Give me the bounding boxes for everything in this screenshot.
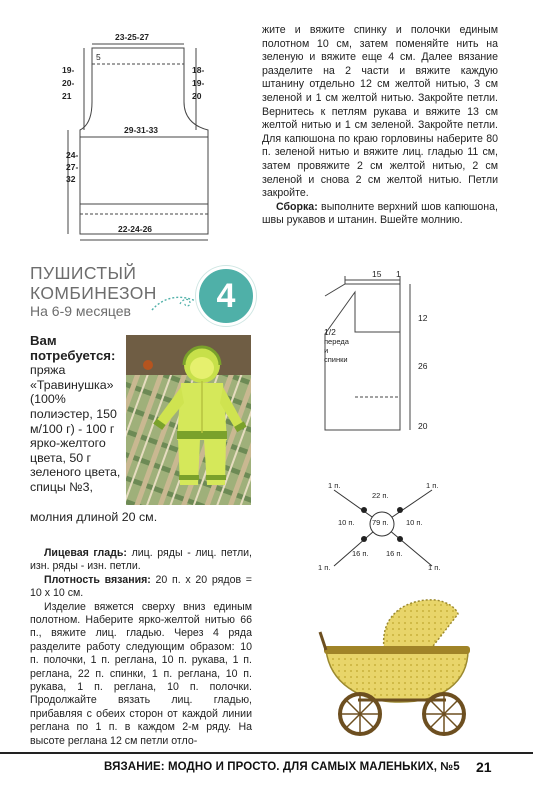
pants-left-lower-3: 32 [66,174,76,184]
pants-right-upper-3: 20 [192,91,202,101]
pants-waist-band: 5 [96,52,101,62]
title-line-1: ПУШИСТЫЙ [30,263,137,283]
materials-heading: Вам потребуется: [30,333,116,363]
pants-right-upper-1: 18- [192,65,205,75]
raglan-right: 10 п. [406,518,423,527]
stitch-paragraph [30,547,252,574]
right-column-text [262,24,498,228]
pants-left-upper-2: 20- [62,78,75,88]
piece-label-1: 1/2 [324,327,336,337]
assembly-paragraph [262,201,498,228]
paragraph: жите и вяжите спинку и полочки единым полотном 10 см, затем поменяйте нить на зеленую и вяжите еще 4 см. Далее вязание разделите на 2 части и вяжите каждую штанину отдельно 12 см желтой нитью, 3 см зеленой и 1 см желтой нитью. Закройте петли. Вернитесь к петлям рукава и вяжите 13 см желтой нитью и 1 см зеленой. Закройте петли. Для капюшона по краю горловины наберите 80 п. зеленой нитью и вяжите лиц. гладью 11 см, затем провяжите 2 см желтой нитью, 2 см зеленой и снова 2 см желтой нитью. Петли закройте. [262,24,498,200]
pattern-number-badge: 4 [196,266,256,326]
body-side-2: 26 [418,361,428,371]
pants-left-upper-1: 19- [62,65,75,75]
raglan-center: 79 п. [372,518,389,527]
pants-mid-width: 29-31-33 [124,125,159,135]
pants-left-lower-1: 24- [66,150,79,160]
jumpsuit-photo [126,335,251,505]
body-top-b: 1 [396,269,401,279]
body-paragraph: Изделие вяжется сверху вниз единым полотном. Наберите ярко-желтой нитью 66 п., вяжите лиц. гладью. Через 4 ряда разделите работу следующим образом: 10 п. полочки, 1 п. реглана, 10 п. рукава, 1 п. реглана, 22 п. спинки, 1 п. реглана, 10 п. рукава, 1 п. реглана, 10 п. полочки. Продолжайте вязать лиц. гладью, прибавляя с обеих сторон от каждой линии реглана по 1 п. в каждом 2-м ряду. На высоте реглана 12 см петли отло- [30,600,252,747]
raglan-top: 22 п. [372,491,389,500]
materials-list [30,334,126,495]
body-side-3: 20 [418,421,428,431]
pants-right-upper-2: 19- [192,78,205,88]
body-schematic [300,266,500,456]
gauge-label: Плотность вязания: [44,573,151,586]
footer-rule [0,752,533,756]
raglan-left: 10 п. [338,518,355,527]
page-title [30,263,157,303]
assembly-label: Сборка: [276,200,318,213]
raglan-ll: 1 п. [318,563,331,572]
page-number: 21 [476,759,492,775]
body-top-a: 15 [372,269,382,279]
raglan-bottom-right: 16 п. [386,549,403,558]
piece-label-2: переда [324,337,349,346]
instructions-text [30,547,252,748]
raglan-diagram [316,478,448,578]
materials-zipper: молния длиной 20 см. [30,510,158,524]
assembly-text: выполните верхний шов капюшона, швы рукавов и штанин. Вшейте молнию. [262,200,498,227]
page-footer [0,752,533,784]
gauge-paragraph [30,574,252,601]
stitch-label: Лицевая гладь: [44,547,127,559]
gauge-text: 20 п. х 20 рядов = 10 х 10 см. [30,573,252,600]
title-line-2: КОМБИНЕЗОН [30,283,157,303]
raglan-ul: 1 п. [328,481,341,490]
dotted-swirl-decoration [150,292,202,314]
pants-schematic [0,0,260,250]
raglan-ur: 1 п. [426,481,439,490]
footer-magazine-title: ВЯЗАНИЕ: МОДНО И ПРОСТО. ДЛЯ САМЫХ МАЛЕНЬКИХ, №5 [104,761,460,773]
baby-carriage-illustration [318,590,488,740]
pants-left-lower-2: 27- [66,162,79,172]
pants-top-width: 23-25-27 [115,32,150,42]
body-side-1: 12 [418,313,428,323]
piece-label-4: спинки [324,355,348,364]
stitch-text: лиц. ряды - лиц. петли, изн. ряды - изн. петли. [30,547,252,573]
materials-text: пряжа «Травинушка» (100% полиэстер, 150 м/100 г) - 100 г ярко-желтого цвета, 50 г зеленого цвета, спицы №3, [30,363,121,494]
age-subtitle: На 6-9 месяцев [30,303,131,319]
pants-bottom-width: 22-24-26 [118,224,153,234]
piece-label-3: и [324,346,329,355]
raglan-lr: 1 п. [428,563,441,572]
raglan-bottom-left: 16 п. [352,549,369,558]
pants-left-upper-3: 21 [62,91,72,101]
